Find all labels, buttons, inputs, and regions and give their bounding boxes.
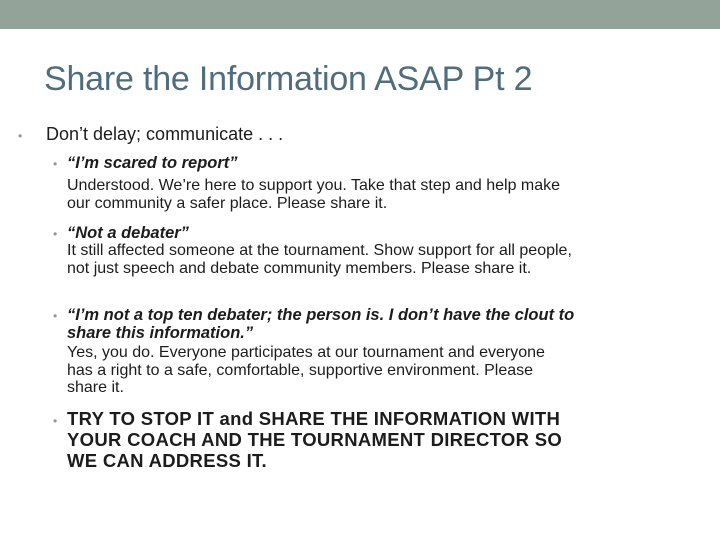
slide-title: Share the Information ASAP Pt 2 <box>44 60 533 98</box>
main-bullet: Don’t delay; communicate . . . <box>46 124 284 144</box>
bullet-dot-icon: • <box>53 414 58 428</box>
item-text: Yes, you do. Everyone participates at our tournament and everyone has a right to a safe, comfortable, supportive environment. Please share it. <box>67 344 545 396</box>
item-heading: “Not a debater” <box>67 224 189 242</box>
bullet-dot-icon: • <box>53 309 58 323</box>
item-heading: “I’m not a top ten debater; the person is. I don’t have the clout to share this information.” <box>67 306 575 342</box>
item-text: It still affected someone at the tournament. Show support for all people, not just speech and debate community members. Please share it. <box>67 242 572 277</box>
closing-bullet: TRY TO STOP IT and SHARE THE INFORMATION WITH YOUR COACH AND THE TOURNAMENT DIRECTOR SO WE CAN ADDRESS IT. <box>67 408 563 471</box>
bullet-dot-icon: • <box>18 129 23 143</box>
bullet-dot-icon: • <box>53 157 58 171</box>
bullet-dot-icon: • <box>53 227 58 241</box>
header-bar <box>0 0 720 29</box>
item-heading: “I’m scared to report” <box>67 154 238 172</box>
item-text: Understood. We’re here to support you. Take that step and help make our community a safer place. Please share it. <box>67 177 561 212</box>
